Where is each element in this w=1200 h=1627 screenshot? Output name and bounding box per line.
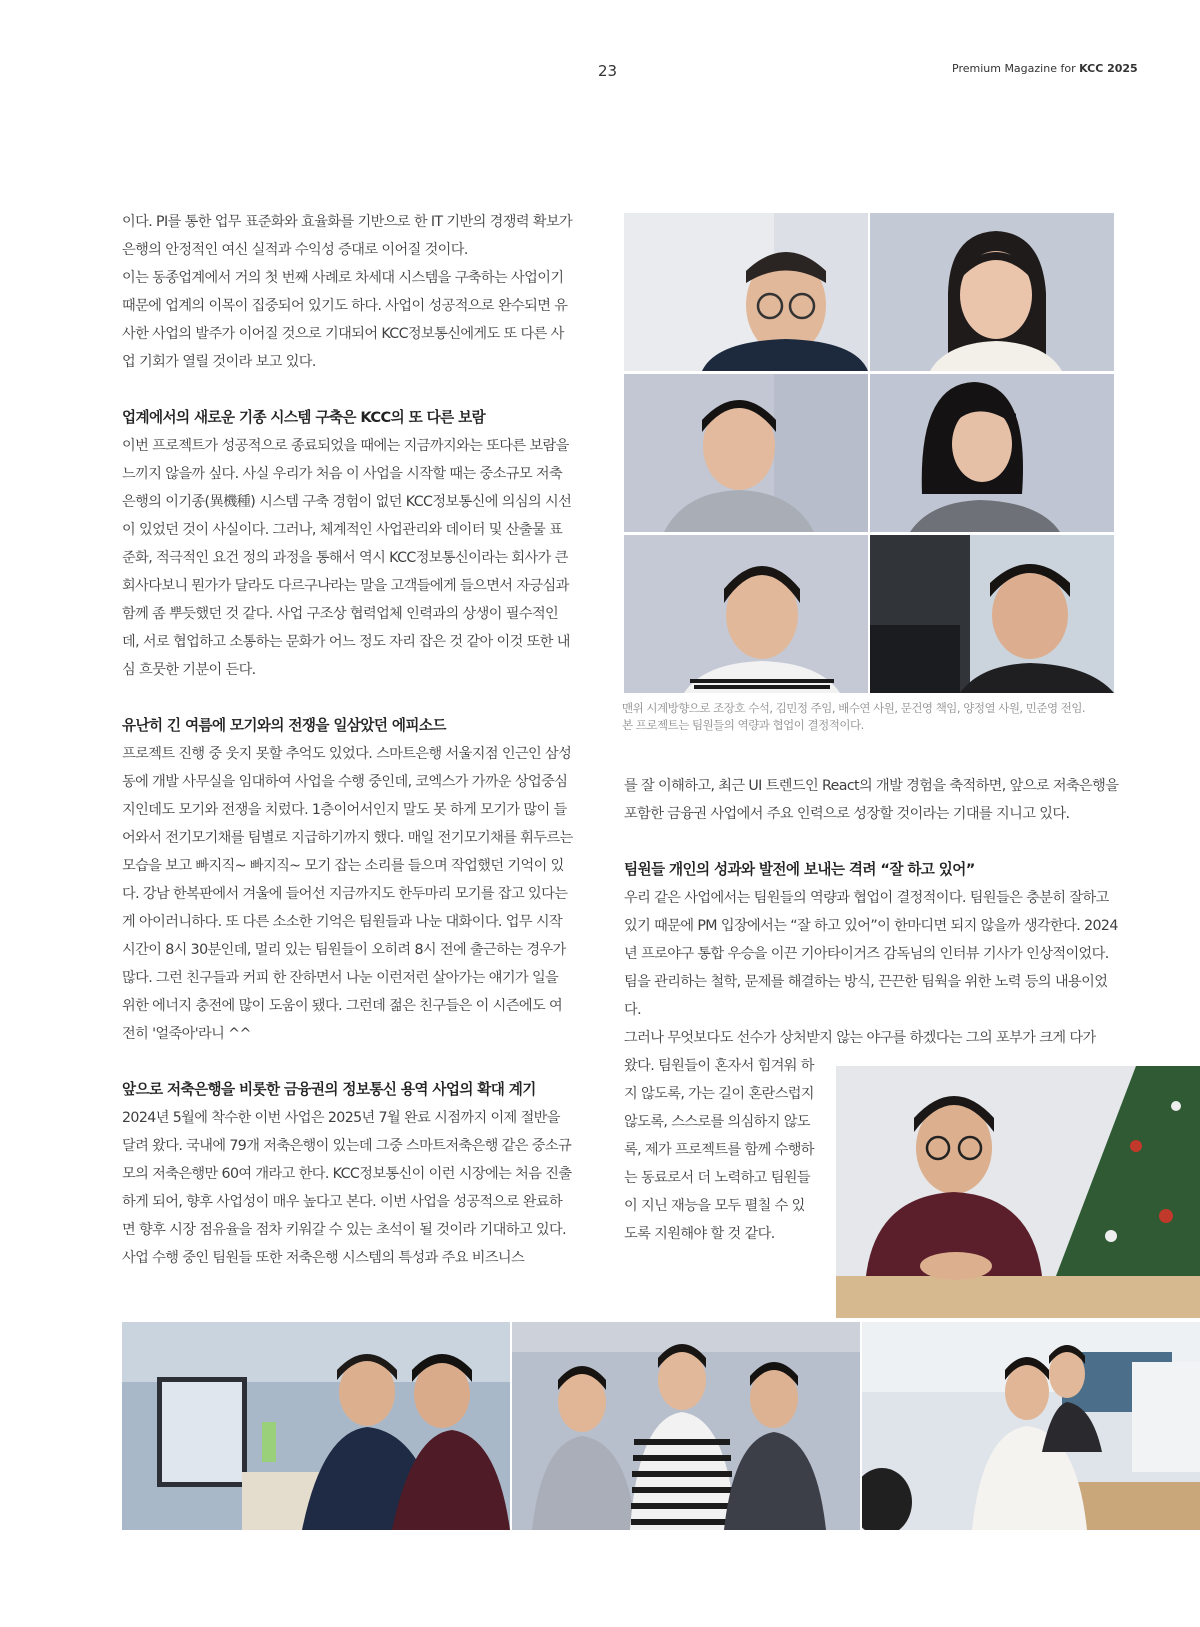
right-paragraph-1: 를 잘 이해하고, 최근 UI 트렌드인 React의 개발 경험을 축적하면, 앞으로 저축은행을 포함한 금융권 사업에서 주요 인력으로 성장할 것이라는 기대를 지니고 있다.: [624, 778, 1119, 822]
right-column-wrapped: [624, 1052, 816, 1248]
section-heading-4: 팀원들 개인의 성과와 발전에 보내는 격려 “잘 하고 있어”: [624, 861, 975, 878]
portrait-photo-2: [870, 213, 1114, 371]
section-heading-2: 유난히 긴 여름에 모기와의 전쟁을 일삼았던 에피소드: [122, 717, 446, 734]
section-heading-3: 앞으로 저축은행을 비롯한 금융권의 정보통신 용역 사업의 확대 계기: [122, 1081, 536, 1098]
right-column: [624, 772, 1119, 1052]
pm-interview-photo: [836, 1066, 1200, 1318]
portrait-photo-6: [870, 535, 1114, 693]
team-photo: [512, 1322, 860, 1530]
caption-line-2: 본 프로젝트는 팀원들의 역량과 협업이 결정적이다.: [622, 718, 864, 732]
right-paragraph-2: 우리 같은 사업에서는 팀원들의 역량과 협업이 결정적이다. 팀원들은 충분히 잘하고 있기 때문에 PM 입장에서는 “잘 하고 있어”이 한마디면 되지 않을까 생각한다. 2024년 프로야구 통합 우승을 이끈 기아타이거즈 감독님의 인터뷰 기사가 인상적이었다. 팀을 관리하는 철학, 문제를 해결하는 방식, 끈끈한 팀웍을 위한 노력 등의 내용이었다.: [624, 890, 1118, 1018]
office-photo-2: [862, 1322, 1200, 1530]
caption-line-1: 맨위 시계방향으로 조장호 수석, 김민정 주임, 배수연 사원, 문건영 책임, 양정열 사원, 민준영 전임.: [622, 701, 1086, 715]
left-paragraph-3: 이번 프로젝트가 성공적으로 종료되었을 때에는 지금까지와는 또다른 보람을 느끼지 않을까 싶다. 사실 우리가 처음 이 사업을 시작할 때는 중소규모 저축은행의 이기종(異機種) 시스템 구축 경험이 없던 KCC정보통신에 의심의 시선이 있었던 것이 사실이다. 그러나, 체계적인 사업관리와 데이터 및 산출물 표준화, 적극적인 요건 정의 과정을 통해서 역시 KCC정보통신이라는 회사가 큰 회사다보니 뭔가가 달라도 다르구나라는 말을 고객들에게 들으면서 자긍심과 함께 좀 뿌듯했던 것 같다. 사업 구조상 협력업체 인력과의 상생이 필수적인데, 서로 협업하고 소통하는 문화가 어느 정도 자리 잡은 것 같아 이것 또한 내심 흐뭇한 기분이 든다.: [122, 438, 572, 678]
page-number: 23: [598, 62, 618, 80]
magazine-prefix: Premium Magazine for: [952, 62, 1076, 75]
portrait-photo-4: [870, 374, 1114, 532]
left-paragraph-1: 이다. PI를 통한 업무 표준화와 효율화를 기반으로 한 IT 기반의 경쟁력 확보가 은행의 안정적인 여신 실적과 수익성 증대로 이어질 것이다.: [122, 214, 573, 258]
portrait-photo-3: [624, 374, 868, 532]
magazine-title: [952, 62, 1138, 75]
right-paragraph-3b: 왔다. 팀원들이 혼자서 힘겨워 하지 않도록, 가는 길이 혼란스럽지 않도록, 스스로를 의심하지 않도록, 제가 프로젝트를 함께 수행하는 동료로서 더 노력하고 팀원들이 지닌 재능을 모두 펼칠 수 있도록 지원해야 할 것 같다.: [624, 1058, 814, 1242]
right-paragraph-3a: 그러나 무엇보다도 선수가 상처받지 않는 야구를 하겠다는 그의 포부가 크게 다가: [624, 1030, 1096, 1046]
left-paragraph-4: 프로젝트 진행 중 웃지 못할 추억도 있었다. 스마트은행 서울지점 인근인 삼성동에 개발 사무실을 임대하여 사업을 수행 중인데, 코엑스가 가까운 상업중심지인데도 모기와 전쟁을 치렀다. 1층이어서인지 말도 못 하게 모기가 많이 들어와서 전기모기채를 팀별로 지급하기까지 했다. 매일 전기모기채를 휘두르는 모습을 보고 빠지직~ 빠지직~ 모기 잡는 소리를 들으며 작업했던 기억이 있다. 강남 한복판에서 겨울에 들어선 지금까지도 한두마리 모기를 잡고 있다는 게 아이러니하다. 또 다른 소소한 기억은 팀원들과 나눈 대화이다. 업무 시작 시간이 8시 30분인데, 멀리 있는 팀원들이 오히려 8시 전에 출근하는 경우가 많다. 그런 친구들과 커피 한 잔하면서 나눈 이런저런 살아가는 얘기가 일을 위한 에너지 충전에 많이 도움이 됐다. 그런데 젊은 친구들은 이 시즌에도 여전히 '얼죽아'라니 ^^: [122, 746, 573, 1042]
section-heading-1: 업계에서의 새로운 기종 시스템 구축은 KCC의 또 다른 보람: [122, 409, 486, 426]
photo-caption: [622, 700, 1122, 734]
left-paragraph-5: 2024년 5월에 착수한 이번 사업은 2025년 7월 완료 시점까지 이제 절반을 달려 왔다. 국내에 79개 저축은행이 있는데 그중 스마트저축은행 같은 중소규모의 저축은행만 60여 개라고 한다. KCC정보통신이 이런 시장에는 처음 진출하게 되어, 향후 사업성이 매우 높다고 본다. 이번 사업을 성공적으로 완료하면 향후 시장 점유율을 점차 키워갈 수 있는 초석이 될 것이라 기대하고 있다. 사업 수행 중인 팀원들 또한 저축은행 시스템의 특성과 주요 비즈니스: [122, 1110, 572, 1266]
portrait-photo-5: [624, 535, 868, 693]
magazine-name: KCC 2025: [1079, 62, 1138, 75]
portrait-photo-1: [624, 213, 868, 371]
left-column: [122, 208, 574, 1272]
office-photo-1: [122, 1322, 510, 1530]
left-paragraph-2: 이는 동종업계에서 거의 첫 번째 사례로 차세대 시스템을 구축하는 사업이기 때문에 업계의 이목이 집중되어 있기도 하다. 사업이 성공적으로 완수되면 유사한 사업의 발주가 이어질 것으로 기대되어 KCC정보통신에게도 또 다른 사업 기회가 열릴 것이라 보고 있다.: [122, 270, 568, 370]
